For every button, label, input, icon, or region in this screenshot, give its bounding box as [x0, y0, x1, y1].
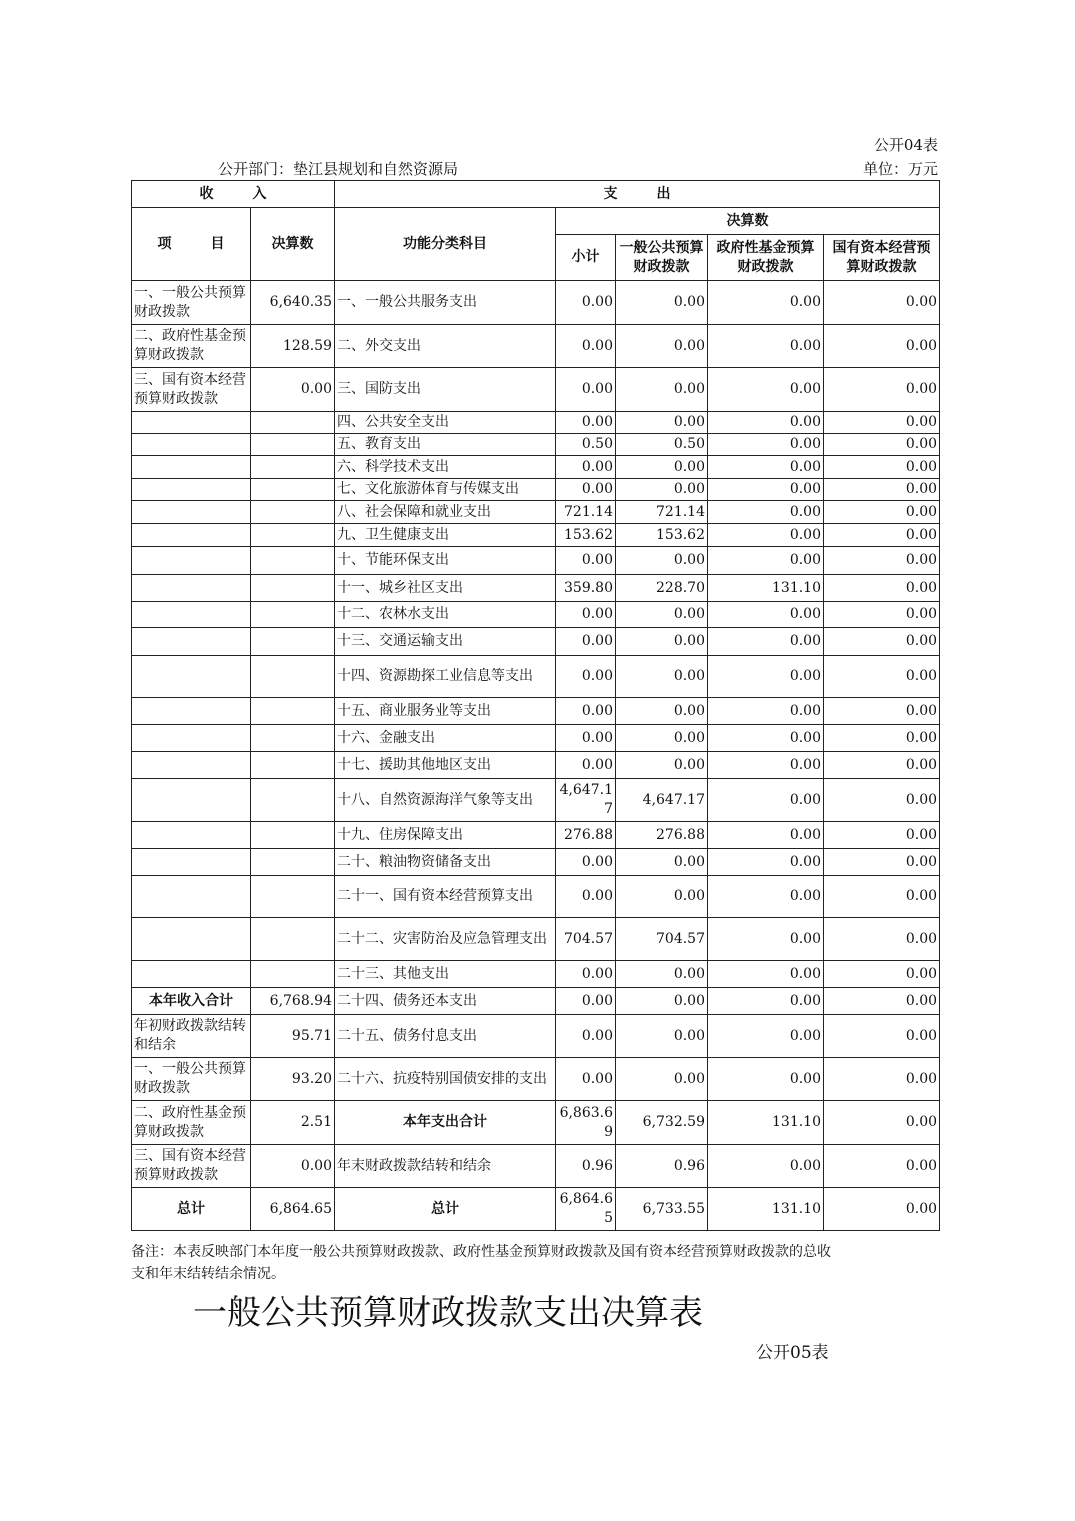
subtotal-header: 小计: [556, 235, 616, 281]
gov-fund-cell: 0.00: [708, 456, 824, 479]
table-row: [132, 456, 940, 479]
amount-header: 决算数: [251, 208, 335, 281]
income-amount-cell: 6,640.35: [251, 281, 335, 325]
general-budget-cell: 0.00: [616, 752, 708, 779]
function-category-cell: 二十二、灾害防治及应急管理支出: [335, 918, 556, 961]
general-budget-cell: 0.96: [616, 1145, 708, 1188]
state-capital-cell: 0.00: [824, 822, 940, 849]
function-category-cell: 一、一般公共服务支出: [335, 281, 556, 325]
income-item-cell: [132, 656, 251, 698]
state-capital-cell: 0.00: [824, 281, 940, 325]
table-row: [132, 725, 940, 752]
department-label: 公开部门：垫江县规划和自然资源局: [218, 160, 459, 178]
function-category-cell: 十七、援助其他地区支出: [335, 752, 556, 779]
function-category-cell: 二十一、国有资本经营预算支出: [335, 876, 556, 918]
general-budget-cell: 228.70: [616, 575, 708, 602]
subtotal-cell: 0.00: [556, 752, 616, 779]
subtotal-cell: 4,647.17: [556, 779, 616, 822]
subtotal-cell: 0.00: [556, 412, 616, 434]
table-row: [132, 752, 940, 779]
subtotal-cell: 0.00: [556, 479, 616, 501]
income-item-cell: 一、一般公共预算财政拨款: [132, 281, 251, 325]
general-budget-cell: 4,647.17: [616, 779, 708, 822]
general-budget-cell: 0.00: [616, 1058, 708, 1101]
gov-fund-cell: 0.00: [708, 656, 824, 698]
function-category-cell: 三、国防支出: [335, 368, 556, 412]
income-amount-cell: 0.00: [251, 368, 335, 412]
gov-fund-cell: 0.00: [708, 501, 824, 524]
gov-fund-cell: 0.00: [708, 822, 824, 849]
function-category-cell: 十一、城乡社区支出: [335, 575, 556, 602]
income-item-cell: 二、政府性基金预算财政拨款: [132, 1101, 251, 1145]
gov-fund-cell: 0.00: [708, 479, 824, 501]
gov-fund-cell: 0.00: [708, 602, 824, 628]
income-amount-cell: [251, 412, 335, 434]
function-category-cell: 十四、资源勘探工业信息等支出: [335, 656, 556, 698]
function-category-cell: 年末财政拨款结转和结余: [335, 1145, 556, 1188]
unit-label: 单位：万元: [862, 160, 938, 178]
income-amount-cell: [251, 822, 335, 849]
item-header: 项 目: [132, 208, 251, 281]
income-amount-cell: [251, 876, 335, 918]
state-capital-cell: 0.00: [824, 325, 940, 368]
state-capital-cell: 0.00: [824, 1015, 940, 1058]
income-item-cell: [132, 725, 251, 752]
income-item-cell: 三、国有资本经营预算财政拨款: [132, 1145, 251, 1188]
income-amount-cell: [251, 547, 335, 575]
function-category-cell: 十、节能环保支出: [335, 547, 556, 575]
subtotal-cell: 0.00: [556, 876, 616, 918]
function-category-cell: 总计: [335, 1188, 556, 1231]
function-category-cell: 二十五、债务付息支出: [335, 1015, 556, 1058]
income-item-cell: [132, 547, 251, 575]
state-capital-cell: 0.00: [824, 876, 940, 918]
income-item-cell: [132, 849, 251, 876]
table-row: [132, 779, 940, 822]
function-category-cell: 十九、住房保障支出: [335, 822, 556, 849]
general-budget-cell: 0.00: [616, 628, 708, 656]
gov-fund-cell: 0.00: [708, 961, 824, 988]
gov-fund-cell: 0.00: [708, 281, 824, 325]
state-capital-cell: 0.00: [824, 1101, 940, 1145]
table-row: [132, 849, 940, 876]
state-capital-cell: 0.00: [824, 1145, 940, 1188]
income-item-cell: 总计: [132, 1188, 251, 1231]
function-category-cell: 九、卫生健康支出: [335, 524, 556, 547]
table-row: [132, 822, 940, 849]
income-item-cell: [132, 412, 251, 434]
function-category-cell: 二十三、其他支出: [335, 961, 556, 988]
income-item-cell: [132, 822, 251, 849]
subtotal-cell: 276.88: [556, 822, 616, 849]
state-capital-cell: 0.00: [824, 479, 940, 501]
income-amount-cell: 93.20: [251, 1058, 335, 1101]
gov-fund-cell: 0.00: [708, 918, 824, 961]
gov-fund-cell: 0.00: [708, 412, 824, 434]
state-capital-cell: 0.00: [824, 434, 940, 456]
function-category-cell: 四、公共安全支出: [335, 412, 556, 434]
income-expense-table: [131, 180, 940, 1231]
table-row: [132, 434, 940, 456]
general-budget-cell: 153.62: [616, 524, 708, 547]
state-capital-cell: 0.00: [824, 988, 940, 1015]
general-budget-cell: 0.00: [616, 325, 708, 368]
gov-fund-cell: 0.00: [708, 1015, 824, 1058]
general-budget-cell: 0.00: [616, 1015, 708, 1058]
state-capital-cell: 0.00: [824, 698, 940, 725]
state-capital-cell: 0.00: [824, 1058, 940, 1101]
income-amount-cell: [251, 961, 335, 988]
general-budget-cell: 6,733.55: [616, 1188, 708, 1231]
general-budget-cell: 704.57: [616, 918, 708, 961]
function-category-cell: 十二、农林水支出: [335, 602, 556, 628]
state-capital-cell: 0.00: [824, 752, 940, 779]
table-row: [132, 876, 940, 918]
table-row: [132, 602, 940, 628]
income-amount-cell: [251, 752, 335, 779]
general-budget-cell: 0.00: [616, 698, 708, 725]
subtotal-cell: 0.00: [556, 602, 616, 628]
general-budget-cell: 0.00: [616, 849, 708, 876]
income-amount-cell: [251, 628, 335, 656]
subtotal-cell: 704.57: [556, 918, 616, 961]
income-amount-cell: [251, 434, 335, 456]
gov-fund-cell: 131.10: [708, 575, 824, 602]
table-row: [132, 281, 940, 325]
income-item-cell: [132, 752, 251, 779]
income-amount-cell: [251, 479, 335, 501]
subtotal-cell: 0.00: [556, 961, 616, 988]
income-amount-cell: 128.59: [251, 325, 335, 368]
subtotal-cell: 0.96: [556, 1145, 616, 1188]
gov-fund-cell: 0.00: [708, 779, 824, 822]
table-row: [132, 1145, 940, 1188]
subtotal-cell: 0.00: [556, 628, 616, 656]
gov-fund-cell: 0.00: [708, 876, 824, 918]
income-item-cell: [132, 479, 251, 501]
subtotal-cell: 0.00: [556, 849, 616, 876]
general-header: 一般公共预算财政拨款: [616, 235, 708, 281]
state-capital-cell: 0.00: [824, 524, 940, 547]
gov-fund-cell: 0.00: [708, 325, 824, 368]
state-capital-cell: 0.00: [824, 501, 940, 524]
income-item-cell: 三、国有资本经营预算财政拨款: [132, 368, 251, 412]
table-number: 公开04表: [873, 136, 938, 154]
state-capital-cell: 0.00: [824, 412, 940, 434]
function-category-cell: 十八、自然资源海洋气象等支出: [335, 779, 556, 822]
income-header: 收 入: [132, 181, 335, 208]
subtotal-cell: 0.50: [556, 434, 616, 456]
state-capital-cell: 0.00: [824, 1188, 940, 1231]
func-header: 功能分类科目: [335, 208, 556, 281]
income-item-cell: [132, 456, 251, 479]
general-budget-cell: 0.00: [616, 547, 708, 575]
income-amount-cell: [251, 456, 335, 479]
general-budget-cell: 6,732.59: [616, 1101, 708, 1145]
subtotal-cell: 0.00: [556, 1015, 616, 1058]
gov-fund-cell: 131.10: [708, 1101, 824, 1145]
function-category-cell: 十三、交通运输支出: [335, 628, 556, 656]
subtotal-cell: 0.00: [556, 988, 616, 1015]
state-capital-cell: 0.00: [824, 602, 940, 628]
gov-fund-header: 政府性基金预算财政拨款: [708, 235, 824, 281]
income-item-cell: [132, 628, 251, 656]
state-capital-cell: 0.00: [824, 575, 940, 602]
income-amount-cell: [251, 918, 335, 961]
subtotal-cell: 359.80: [556, 575, 616, 602]
table-row: [132, 656, 940, 698]
general-budget-cell: 0.00: [616, 725, 708, 752]
income-item-cell: [132, 501, 251, 524]
income-amount-cell: [251, 849, 335, 876]
income-item-cell: [132, 575, 251, 602]
function-category-cell: 十六、金融支出: [335, 725, 556, 752]
income-amount-cell: [251, 779, 335, 822]
general-budget-cell: 0.00: [616, 456, 708, 479]
income-item-cell: 本年收入合计: [132, 988, 251, 1015]
gov-fund-cell: 0.00: [708, 628, 824, 656]
table-row: [132, 524, 940, 547]
table-row: [132, 698, 940, 725]
subtotal-cell: 0.00: [556, 368, 616, 412]
state-capital-cell: 0.00: [824, 656, 940, 698]
income-item-cell: [132, 434, 251, 456]
income-item-cell: [132, 961, 251, 988]
subtotal-cell: 0.00: [556, 1058, 616, 1101]
general-budget-cell: 0.00: [616, 368, 708, 412]
income-amount-cell: [251, 501, 335, 524]
subtotal-cell: 0.00: [556, 725, 616, 752]
table-note: 备注：本表反映部门本年度一般公共预算财政拨款、政府性基金预算财政拨款及国有资本经营预算财政拨款的总收支和年末结转结余情况。: [131, 1244, 831, 1282]
general-budget-cell: 0.00: [616, 961, 708, 988]
table-row: [132, 1015, 940, 1058]
subtotal-cell: 6,863.69: [556, 1101, 616, 1145]
subtotal-cell: 0.00: [556, 547, 616, 575]
general-budget-cell: 0.00: [616, 656, 708, 698]
income-item-cell: [132, 602, 251, 628]
gov-fund-cell: 0.00: [708, 849, 824, 876]
function-category-cell: 十五、商业服务业等支出: [335, 698, 556, 725]
income-item-cell: [132, 918, 251, 961]
general-budget-cell: 0.00: [616, 602, 708, 628]
state-capital-header: 国有资本经营预算财政拨款: [824, 235, 940, 281]
table-row: [132, 988, 940, 1015]
subtotal-cell: 0.00: [556, 698, 616, 725]
general-budget-cell: 721.14: [616, 501, 708, 524]
income-item-cell: 年初财政拨款结转和结余: [132, 1015, 251, 1058]
gov-fund-cell: 0.00: [708, 547, 824, 575]
state-capital-cell: 0.00: [824, 725, 940, 752]
income-item-cell: [132, 779, 251, 822]
income-item-cell: [132, 524, 251, 547]
function-category-cell: 二十六、抗疫特别国债安排的支出: [335, 1058, 556, 1101]
gov-fund-cell: 0.00: [708, 698, 824, 725]
subtotal-cell: 0.00: [556, 281, 616, 325]
table-row: [132, 412, 940, 434]
income-amount-cell: [251, 725, 335, 752]
gov-fund-cell: 0.00: [708, 752, 824, 779]
function-category-cell: 本年支出合计: [335, 1101, 556, 1145]
gov-fund-cell: 0.00: [708, 1145, 824, 1188]
gov-fund-cell: 0.00: [708, 1058, 824, 1101]
income-amount-cell: 95.71: [251, 1015, 335, 1058]
function-category-cell: 八、社会保障和就业支出: [335, 501, 556, 524]
function-category-cell: 二、外交支出: [335, 325, 556, 368]
income-amount-cell: [251, 602, 335, 628]
state-capital-cell: 0.00: [824, 456, 940, 479]
table-row: [132, 325, 940, 368]
state-capital-cell: 0.00: [824, 779, 940, 822]
subtotal-cell: 6,864.65: [556, 1188, 616, 1231]
general-budget-cell: 0.00: [616, 479, 708, 501]
subtotal-cell: 153.62: [556, 524, 616, 547]
general-budget-cell: 0.00: [616, 876, 708, 918]
function-category-cell: 七、文化旅游体育与传媒支出: [335, 479, 556, 501]
income-amount-cell: [251, 575, 335, 602]
table-row: [132, 918, 940, 961]
expense-header: 支 出: [335, 181, 940, 208]
general-budget-cell: 0.00: [616, 281, 708, 325]
table-row: [132, 1188, 940, 1231]
next-table-title: 一般公共预算财政拨款支出决算表: [193, 1293, 703, 1333]
general-budget-cell: 0.50: [616, 434, 708, 456]
state-capital-cell: 0.00: [824, 547, 940, 575]
table-row: [132, 628, 940, 656]
subtotal-cell: 721.14: [556, 501, 616, 524]
income-amount-cell: [251, 698, 335, 725]
function-category-cell: 二十、粮油物资储备支出: [335, 849, 556, 876]
next-table-number: 公开05表: [756, 1343, 829, 1363]
general-budget-cell: 276.88: [616, 822, 708, 849]
gov-fund-cell: 0.00: [708, 988, 824, 1015]
function-category-cell: 六、科学技术支出: [335, 456, 556, 479]
income-amount-cell: 6,864.65: [251, 1188, 335, 1231]
subtotal-cell: 0.00: [556, 456, 616, 479]
state-capital-cell: 0.00: [824, 628, 940, 656]
income-item-cell: [132, 876, 251, 918]
income-amount-cell: 0.00: [251, 1145, 335, 1188]
income-amount-cell: [251, 656, 335, 698]
settle-header: 决算数: [556, 208, 940, 235]
state-capital-cell: 0.00: [824, 918, 940, 961]
income-item-cell: [132, 698, 251, 725]
gov-fund-cell: 0.00: [708, 725, 824, 752]
state-capital-cell: 0.00: [824, 368, 940, 412]
function-category-cell: 五、教育支出: [335, 434, 556, 456]
income-item-cell: 二、政府性基金预算财政拨款: [132, 325, 251, 368]
function-category-cell: 二十四、债务还本支出: [335, 988, 556, 1015]
table-row: [132, 961, 940, 988]
general-budget-cell: 0.00: [616, 988, 708, 1015]
gov-fund-cell: 131.10: [708, 1188, 824, 1231]
table-row: [132, 368, 940, 412]
table-row: [132, 479, 940, 501]
gov-fund-cell: 0.00: [708, 524, 824, 547]
table-row: [132, 501, 940, 524]
income-item-cell: 一、一般公共预算财政拨款: [132, 1058, 251, 1101]
gov-fund-cell: 0.00: [708, 368, 824, 412]
table-row: [132, 547, 940, 575]
table-row: [132, 575, 940, 602]
state-capital-cell: 0.00: [824, 961, 940, 988]
gov-fund-cell: 0.00: [708, 434, 824, 456]
income-amount-cell: 2.51: [251, 1101, 335, 1145]
income-amount-cell: [251, 524, 335, 547]
table-row: [132, 1101, 940, 1145]
subtotal-cell: 0.00: [556, 656, 616, 698]
subtotal-cell: 0.00: [556, 325, 616, 368]
general-budget-cell: 0.00: [616, 412, 708, 434]
state-capital-cell: 0.00: [824, 849, 940, 876]
income-amount-cell: 6,768.94: [251, 988, 335, 1015]
table-row: [132, 1058, 940, 1101]
